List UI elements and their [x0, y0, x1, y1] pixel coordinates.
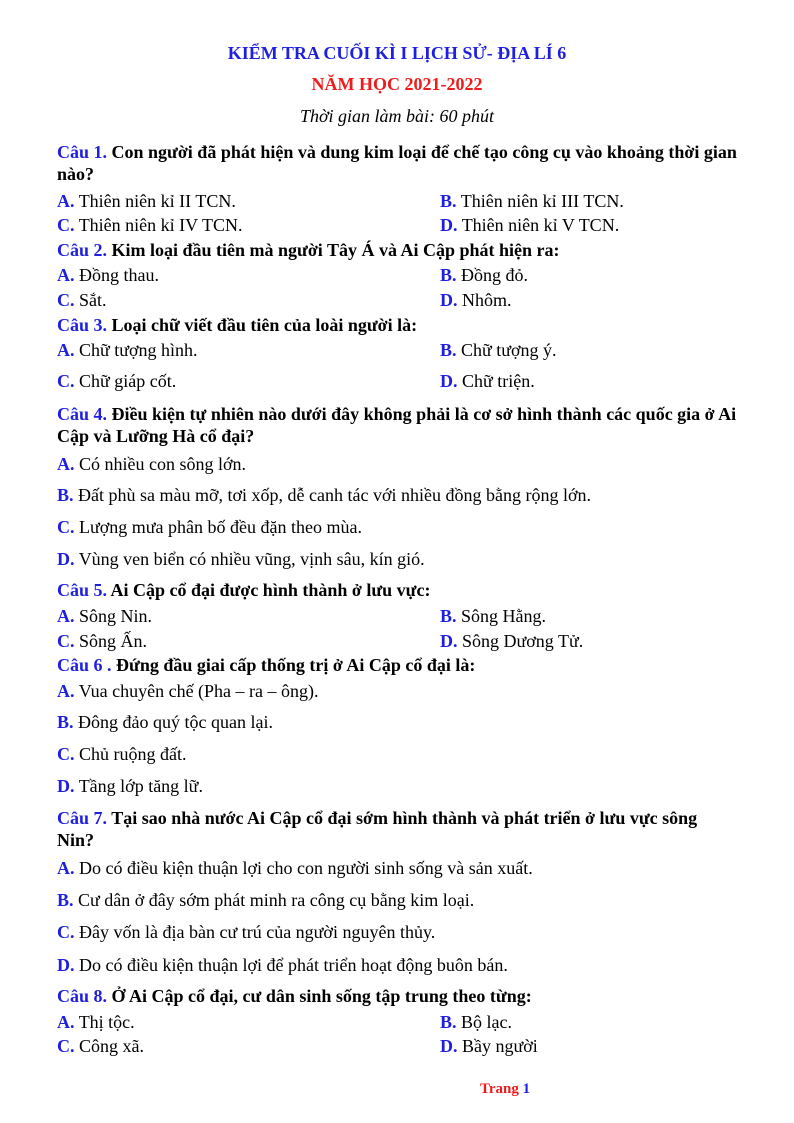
option-a: A. Do có điều kiện thuận lợi cho con người sinh sống và sản xuất. [57, 858, 533, 878]
option-b: B. Cư dân ở đây sớm phát minh ra công cụ bằng kim loại. [57, 890, 475, 910]
question-2 [57, 239, 737, 261]
option-d: D. Thiên niên kỉ V TCN. [440, 215, 620, 235]
time-limit: Thời gian làm bài: 60 phút [299, 106, 495, 126]
option-c: C. Chủ ruộng đất. [57, 744, 187, 764]
option-b: B. Đồng đỏ. [440, 265, 529, 285]
option-b: B. Chữ tượng ý. [440, 340, 557, 360]
question-number: Câu 1. [57, 142, 108, 162]
question-number: Câu 4. [57, 404, 108, 424]
option-a: A. Thị tộc. [57, 1012, 135, 1032]
question-number: Câu 7. [57, 808, 108, 828]
option-b: B. Sông Hằng. [440, 606, 547, 626]
question-4 [57, 403, 737, 447]
option-b: B. Đông đảo quý tộc quan lại. [57, 712, 273, 732]
question-text: Điều kiện tự nhiên nào dưới đây không phải là cơ sở hình thành các quốc gia ở Ai Cập và Lưỡng Hà cổ đại? [57, 404, 737, 446]
option-c: C. Chữ giáp cốt. [57, 371, 177, 391]
question-text: Tại sao nhà nước Ai Cập cổ đại sớm hình thành và phát triển ở lưu vực sông Nin? [57, 808, 698, 850]
option-b: B. Bộ lạc. [440, 1012, 513, 1032]
option-d: D. Nhôm. [440, 290, 512, 310]
option-c: C. Lượng mưa phân bố đều đặn theo mùa. [57, 517, 362, 537]
question-1 [57, 141, 737, 185]
question-text: Con người đã phát hiện và dung kim loại để chế tạo công cụ vào khoảng thời gian nào? [57, 142, 737, 184]
question-text: Ai Cập cổ đại được hình thành ở lưu vực: [110, 580, 431, 600]
option-b: B. Đất phù sa màu mỡ, tơi xốp, dễ canh tác với nhiều đồng bằng rộng lớn. [57, 485, 591, 505]
option-d: D. Bầy người [440, 1036, 538, 1056]
question-number: Câu 3. [57, 315, 108, 335]
question-7 [57, 807, 737, 851]
question-text: Ở Ai Cập cổ đại, cư dân sinh sống tập trung theo từng: [111, 986, 532, 1006]
question-text: Đứng đầu giai cấp thống trị ở Ai Cập cổ đại là: [116, 655, 476, 675]
option-c: C. Đây vốn là địa bàn cư trú của người nguyên thủy. [57, 922, 436, 942]
question-number: Câu 5. [57, 580, 108, 600]
question-number: Câu 2. [57, 240, 108, 260]
option-a: A. Thiên niên kỉ II TCN. [57, 191, 236, 211]
option-b: B. Thiên niên kỉ III TCN. [440, 191, 624, 211]
option-c: C. Sông Ấn. [57, 631, 148, 651]
school-year: NĂM HỌC 2021-2022 [311, 74, 483, 94]
option-c: C. Thiên niên kỉ IV TCN. [57, 215, 243, 235]
question-number: Câu 8. [57, 986, 108, 1006]
question-8 [57, 985, 737, 1007]
exam-title: KIỂM TRA CUỐI KÌ I LỊCH SỬ- ĐỊA LÍ 6 [227, 43, 567, 63]
option-c: C. Công xã. [57, 1036, 144, 1056]
question-text: Loại chữ viết đầu tiên của loài người là: [111, 315, 418, 335]
question-text: Kim loại đầu tiên mà người Tây Á và Ai Cập phát hiện ra: [111, 240, 560, 260]
option-d: D. Sông Dương Tử. [440, 631, 584, 651]
option-d: D. Tầng lớp tăng lữ. [57, 776, 203, 796]
option-d: D. Vùng ven biển có nhiều vũng, vịnh sâu, kín gió. [57, 549, 425, 569]
page-label: Trang [480, 1081, 519, 1097]
option-a: A. Sông Nin. [57, 606, 153, 626]
question-number: Câu 6 . [57, 655, 112, 675]
option-c: C. Sắt. [57, 290, 107, 310]
option-a: A. Có nhiều con sông lớn. [57, 454, 247, 474]
page-number: 1 [522, 1081, 531, 1097]
page-footer [480, 1081, 530, 1098]
question-5 [57, 579, 737, 601]
option-d: D. Do có điều kiện thuận lợi để phát triển hoạt động buôn bán. [57, 955, 508, 975]
option-a: A. Đồng thau. [57, 265, 159, 285]
option-d: D. Chữ triện. [440, 371, 535, 391]
question-6 [57, 654, 737, 676]
question-3 [57, 314, 737, 336]
option-a: A. Vua chuyên chế (Pha – ra – ông). [57, 681, 319, 701]
option-a: A. Chữ tượng hình. [57, 340, 198, 360]
